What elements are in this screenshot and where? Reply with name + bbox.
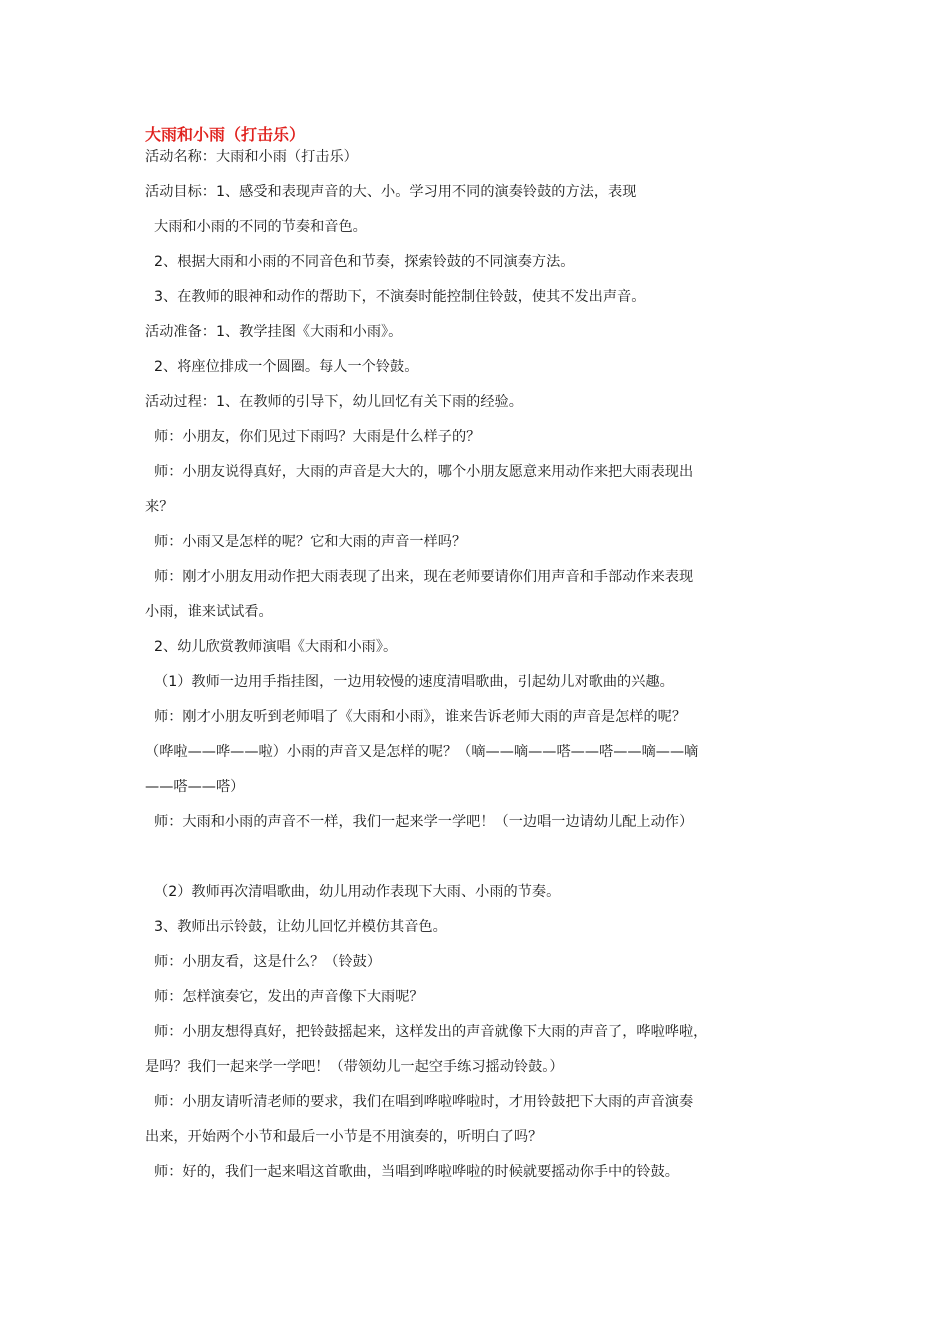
dialogue-line-continued: 来？ [145, 499, 174, 515]
activity-preparation-line: 活动准备：1、教学挂图《大雨和小雨》。 [145, 324, 403, 340]
document-title: 大雨和小雨（打击乐） [145, 125, 306, 144]
document-page [145, 124, 825, 1181]
process-substep-2: （2）教师再次清唱歌曲，幼儿用动作表现下大雨、小雨的节奏。 [145, 884, 561, 900]
dialogue-line: 师：小朋友，你们见过下雨吗？大雨是什么样子的？ [145, 429, 481, 445]
dialogue-line: 师：刚才小朋友听到老师唱了《大雨和小雨》，谁来告诉老师大雨的声音是怎样的呢？ [145, 709, 687, 725]
dialogue-line-continued: 小雨，谁来试试看。 [145, 604, 273, 620]
activity-process-line: 活动过程：1、在教师的引导下，幼儿回忆有关下雨的经验。 [145, 394, 523, 410]
process-substep-1: （1）教师一边用手指挂图，一边用较慢的速度清唱歌曲，引起幼儿对歌曲的兴趣。 [145, 674, 674, 690]
dialogue-line-continued: 是吗？我们一起来学一学吧！（带领幼儿一起空手练习摇动铃鼓。） [145, 1059, 564, 1075]
dialogue-line: 师：怎样演奏它，发出的声音像下大雨呢？ [145, 989, 424, 1005]
process-step-2: 2、幼儿欣赏教师演唱《大雨和小雨》。 [145, 639, 398, 655]
dialogue-line: 师：小朋友请听清老师的要求，我们在唱到哗啦哗啦时，才用铃鼓把下大雨的声音演奏 [145, 1094, 694, 1110]
activity-preparation-2: 2、将座位排成一个圆圈。每人一个铃鼓。 [145, 359, 419, 375]
dialogue-line: 师：刚才小朋友用动作把大雨表现了出来，现在老师要请你们用声音和手部动作来表现 [145, 569, 694, 585]
activity-goal-2: 2、根据大雨和小雨的不同音色和节奏，探索铃鼓的不同演奏方法。 [145, 254, 575, 270]
process-step-3: 3、教师出示铃鼓，让幼儿回忆并模仿其音色。 [145, 919, 447, 935]
paragraph-spacer [145, 831, 825, 866]
dialogue-line: 师：大雨和小雨的声音不一样，我们一起来学一学吧！（一边唱一边请幼儿配上动作） [145, 814, 694, 830]
activity-goal-line: 活动目标：1、感受和表现声音的大、小。学习用不同的演奏铃鼓的方法，表现 [145, 184, 637, 200]
dialogue-line: 师：好的，我们一起来唱这首歌曲，当唱到哗啦哗啦的时候就要摇动你手中的铃鼓。 [145, 1164, 679, 1180]
dialogue-line-continued: （哗啦——哗——啦）小雨的声音又是怎样的呢？（嘀——嘀——嗒——嗒——嘀——嘀 [145, 744, 699, 760]
dialogue-line: 师：小雨又是怎样的呢？它和大雨的声音一样吗？ [145, 534, 467, 550]
dialogue-line-continued: 出来，开始两个小节和最后一小节是不用演奏的，听明白了吗？ [145, 1129, 543, 1145]
dialogue-line: 师：小朋友说得真好，大雨的声音是大大的，哪个小朋友愿意来用动作来把大雨表现出 [145, 464, 694, 480]
activity-goal-continued: 大雨和小雨的不同的节奏和音色。 [145, 219, 367, 235]
dialogue-line: 师：小朋友想得真好，把铃鼓摇起来，这样发出的声音就像下大雨的声音了，哗啦哗啦， [145, 1024, 708, 1040]
activity-goal-3: 3、在教师的眼神和动作的帮助下，不演奏时能控制住铃鼓，使其不发出声音。 [145, 289, 646, 305]
dialogue-line: 师：小朋友看，这是什么？（铃鼓） [145, 954, 382, 970]
activity-name-line: 活动名称：大雨和小雨（打击乐） [145, 149, 358, 165]
dialogue-line-continued: ——嗒——嗒） [145, 779, 245, 795]
